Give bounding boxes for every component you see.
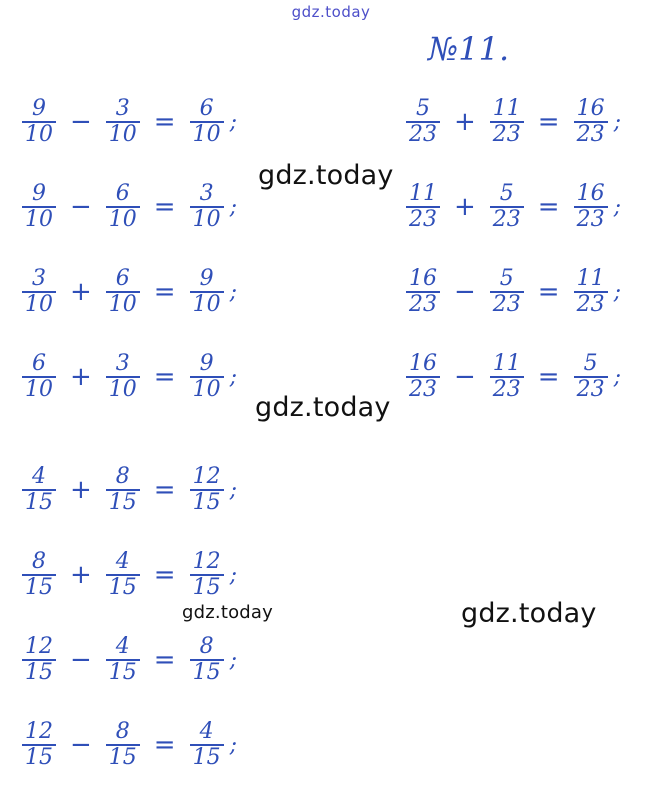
fraction-result [574,97,608,147]
numerator: 16 [576,181,605,206]
equals-sign: = [153,192,176,222]
numerator: 9 [32,96,46,121]
operator-sign: − [454,277,476,307]
denominator: 23 [490,291,524,317]
denominator: 15 [22,489,56,515]
fraction-term [406,182,440,232]
denominator: 23 [574,291,608,317]
fraction-term [490,352,524,402]
watermark: gdz.today [255,392,391,423]
equals-sign: = [537,107,560,137]
numerator: 3 [115,351,130,376]
fraction-term [490,267,524,317]
numerator: 11 [492,351,521,376]
numerator: 5 [499,266,514,291]
equals-sign: = [153,362,176,392]
fraction-result [190,550,224,600]
numerator: 6 [199,96,214,121]
fraction-term [406,352,440,402]
numerator: 6 [115,266,130,291]
fraction-result [190,465,224,515]
numerator: 5 [583,351,598,376]
fraction-term [22,182,56,232]
fraction-term [106,635,140,685]
denominator: 23 [490,121,524,147]
operator-sign: − [70,192,92,222]
operator-sign: − [70,645,92,675]
fraction-term [106,182,140,232]
operator-sign: + [70,362,92,392]
numerator: 8 [115,464,130,489]
denominator: 10 [22,376,56,402]
numerator: 8 [115,719,130,744]
fraction-result [574,182,608,232]
denominator: 10 [190,291,224,317]
denominator: 23 [574,121,608,147]
equation-row [402,347,621,407]
numerator: 11 [576,266,605,291]
denominator: 23 [490,206,524,232]
numerator: 9 [32,181,46,206]
denominator: 23 [574,376,608,402]
operator-sign: + [454,192,476,222]
fraction-result [190,352,224,402]
denominator: 15 [190,574,224,600]
fraction-term [106,97,140,147]
denominator: 10 [190,206,224,232]
equals-sign: = [153,730,176,760]
fraction-term [406,267,440,317]
equals-sign: = [153,475,176,505]
fraction-result [574,352,608,402]
fraction-term [22,720,56,770]
fraction-term [22,465,56,515]
task-number: №11. [428,30,510,68]
numerator: 16 [576,96,605,121]
fraction-term [406,97,440,147]
denominator: 10 [106,121,140,147]
site-header-watermark: gdz.today [291,3,371,21]
denominator: 15 [106,574,140,600]
numerator: 6 [115,181,130,206]
denominator: 23 [406,121,440,147]
numerator: 9 [199,351,214,376]
denominator: 15 [22,574,56,600]
denominator: 23 [490,376,524,402]
fraction-term [106,267,140,317]
denominator: 10 [106,376,140,402]
numerator: 3 [199,181,214,206]
fraction-result [190,182,224,232]
fraction-term [490,182,524,232]
operator-sign: − [70,107,92,137]
semicolon: ; [613,364,622,390]
numerator: 12 [25,634,53,659]
fraction-result [190,635,224,685]
equals-sign: = [153,107,176,137]
numerator: 3 [115,96,130,121]
numerator: 16 [409,266,437,291]
fraction-term [22,550,56,600]
denominator: 10 [190,376,224,402]
numerator: 4 [115,634,130,659]
numerator: 5 [499,181,514,206]
numerator: 4 [115,549,130,574]
numerator: 9 [199,266,214,291]
semicolon: ; [229,732,238,758]
fraction-term [106,352,140,402]
equals-sign: = [153,277,176,307]
numerator: 12 [192,464,221,489]
fraction-term [22,267,56,317]
equals-sign: = [537,192,560,222]
numerator: 4 [32,464,46,489]
numerator: 6 [32,351,46,376]
numerator: 11 [409,181,437,206]
denominator: 15 [106,659,140,685]
equation-row [402,177,621,237]
watermark: gdz.today [461,598,597,629]
operator-sign: − [70,730,92,760]
denominator: 15 [190,744,224,770]
denominator: 23 [406,206,440,232]
operator-sign: − [454,362,476,392]
fraction-term [106,465,140,515]
numerator: 5 [416,96,430,121]
equals-sign: = [153,560,176,590]
denominator: 10 [106,291,140,317]
equation-row [18,177,237,237]
fraction-term [106,550,140,600]
watermark: gdz.today [182,602,274,623]
equation-row [402,92,621,152]
semicolon: ; [229,194,238,220]
equals-sign: = [537,277,560,307]
fraction-result [190,97,224,147]
equation-row [18,262,237,322]
denominator: 10 [190,121,224,147]
semicolon: ; [229,109,238,135]
denominator: 23 [406,376,440,402]
numerator: 11 [492,96,521,121]
denominator: 10 [106,206,140,232]
fraction-term [22,97,56,147]
denominator: 15 [22,744,56,770]
denominator: 10 [22,121,56,147]
denominator: 15 [190,489,224,515]
equation-row [402,262,621,322]
semicolon: ; [229,477,238,503]
equation-row [18,630,237,690]
numerator: 12 [192,549,221,574]
fraction-result [574,267,608,317]
fraction-term [22,352,56,402]
watermark: gdz.today [258,160,394,191]
equation-row [18,347,237,407]
numerator: 16 [409,351,437,376]
operator-sign: + [70,475,92,505]
denominator: 23 [406,291,440,317]
denominator: 10 [22,291,56,317]
numerator: 3 [32,266,46,291]
denominator: 15 [22,659,56,685]
semicolon: ; [613,109,622,135]
operator-sign: + [454,107,476,137]
numerator: 8 [32,549,46,574]
denominator: 15 [106,489,140,515]
semicolon: ; [229,647,238,673]
equals-sign: = [537,362,560,392]
fraction-term [22,635,56,685]
semicolon: ; [229,562,238,588]
equation-row [18,92,237,152]
denominator: 10 [22,206,56,232]
denominator: 23 [574,206,608,232]
semicolon: ; [613,194,622,220]
fraction-term [106,720,140,770]
semicolon: ; [613,279,622,305]
equation-row [18,715,237,775]
denominator: 15 [106,744,140,770]
semicolon: ; [229,364,238,390]
equation-row [18,460,237,520]
denominator: 15 [190,659,224,685]
operator-sign: + [70,277,92,307]
numerator: 8 [199,634,214,659]
numerator: 12 [25,719,53,744]
semicolon: ; [229,279,238,305]
fraction-result [190,267,224,317]
numerator: 4 [199,719,214,744]
equals-sign: = [153,645,176,675]
fraction-term [490,97,524,147]
fraction-result [190,720,224,770]
equation-row [18,545,237,605]
operator-sign: + [70,560,92,590]
